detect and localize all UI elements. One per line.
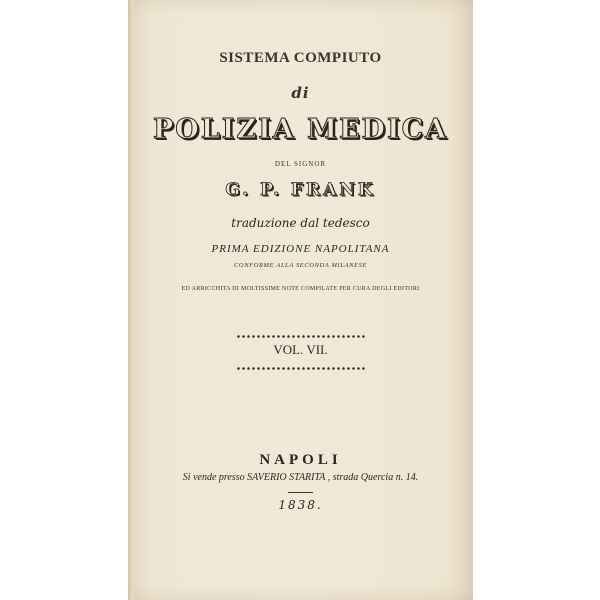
title-line-sistema: SISTEMA COMPIUTO <box>219 50 382 66</box>
imprint-publisher: Si vende presso SAVERIO STARITA , strada Quercia n. 14. <box>182 472 419 483</box>
title-page <box>128 0 473 600</box>
volume-label: VOL. VII. <box>273 342 328 357</box>
imprint-year: 1838. <box>278 498 323 512</box>
ornamental-rule-bottom <box>236 366 366 371</box>
conformity-line: CONFORME ALLA SECONDA MILANESE <box>233 262 368 269</box>
by-line: DEL SIGNOR <box>274 160 327 168</box>
imprint-short-rule <box>288 492 313 493</box>
enrichment-line: ED ARRICCHITA DI MOLTISSIME NOTE COMPILATE PER CURA DEGLI EDITORI <box>181 286 420 292</box>
translation-note: traduzione dal tedesco <box>231 216 370 230</box>
ornamental-rule-top <box>236 334 366 339</box>
author-name: G. P. FRANK <box>225 180 376 200</box>
imprint-city: NAPOLI <box>259 452 342 468</box>
title-line-di: di <box>291 84 310 102</box>
main-title: POLIZIA MEDICA <box>152 114 449 145</box>
edition-line: PRIMA EDIZIONE NAPOLITANA <box>211 243 390 255</box>
